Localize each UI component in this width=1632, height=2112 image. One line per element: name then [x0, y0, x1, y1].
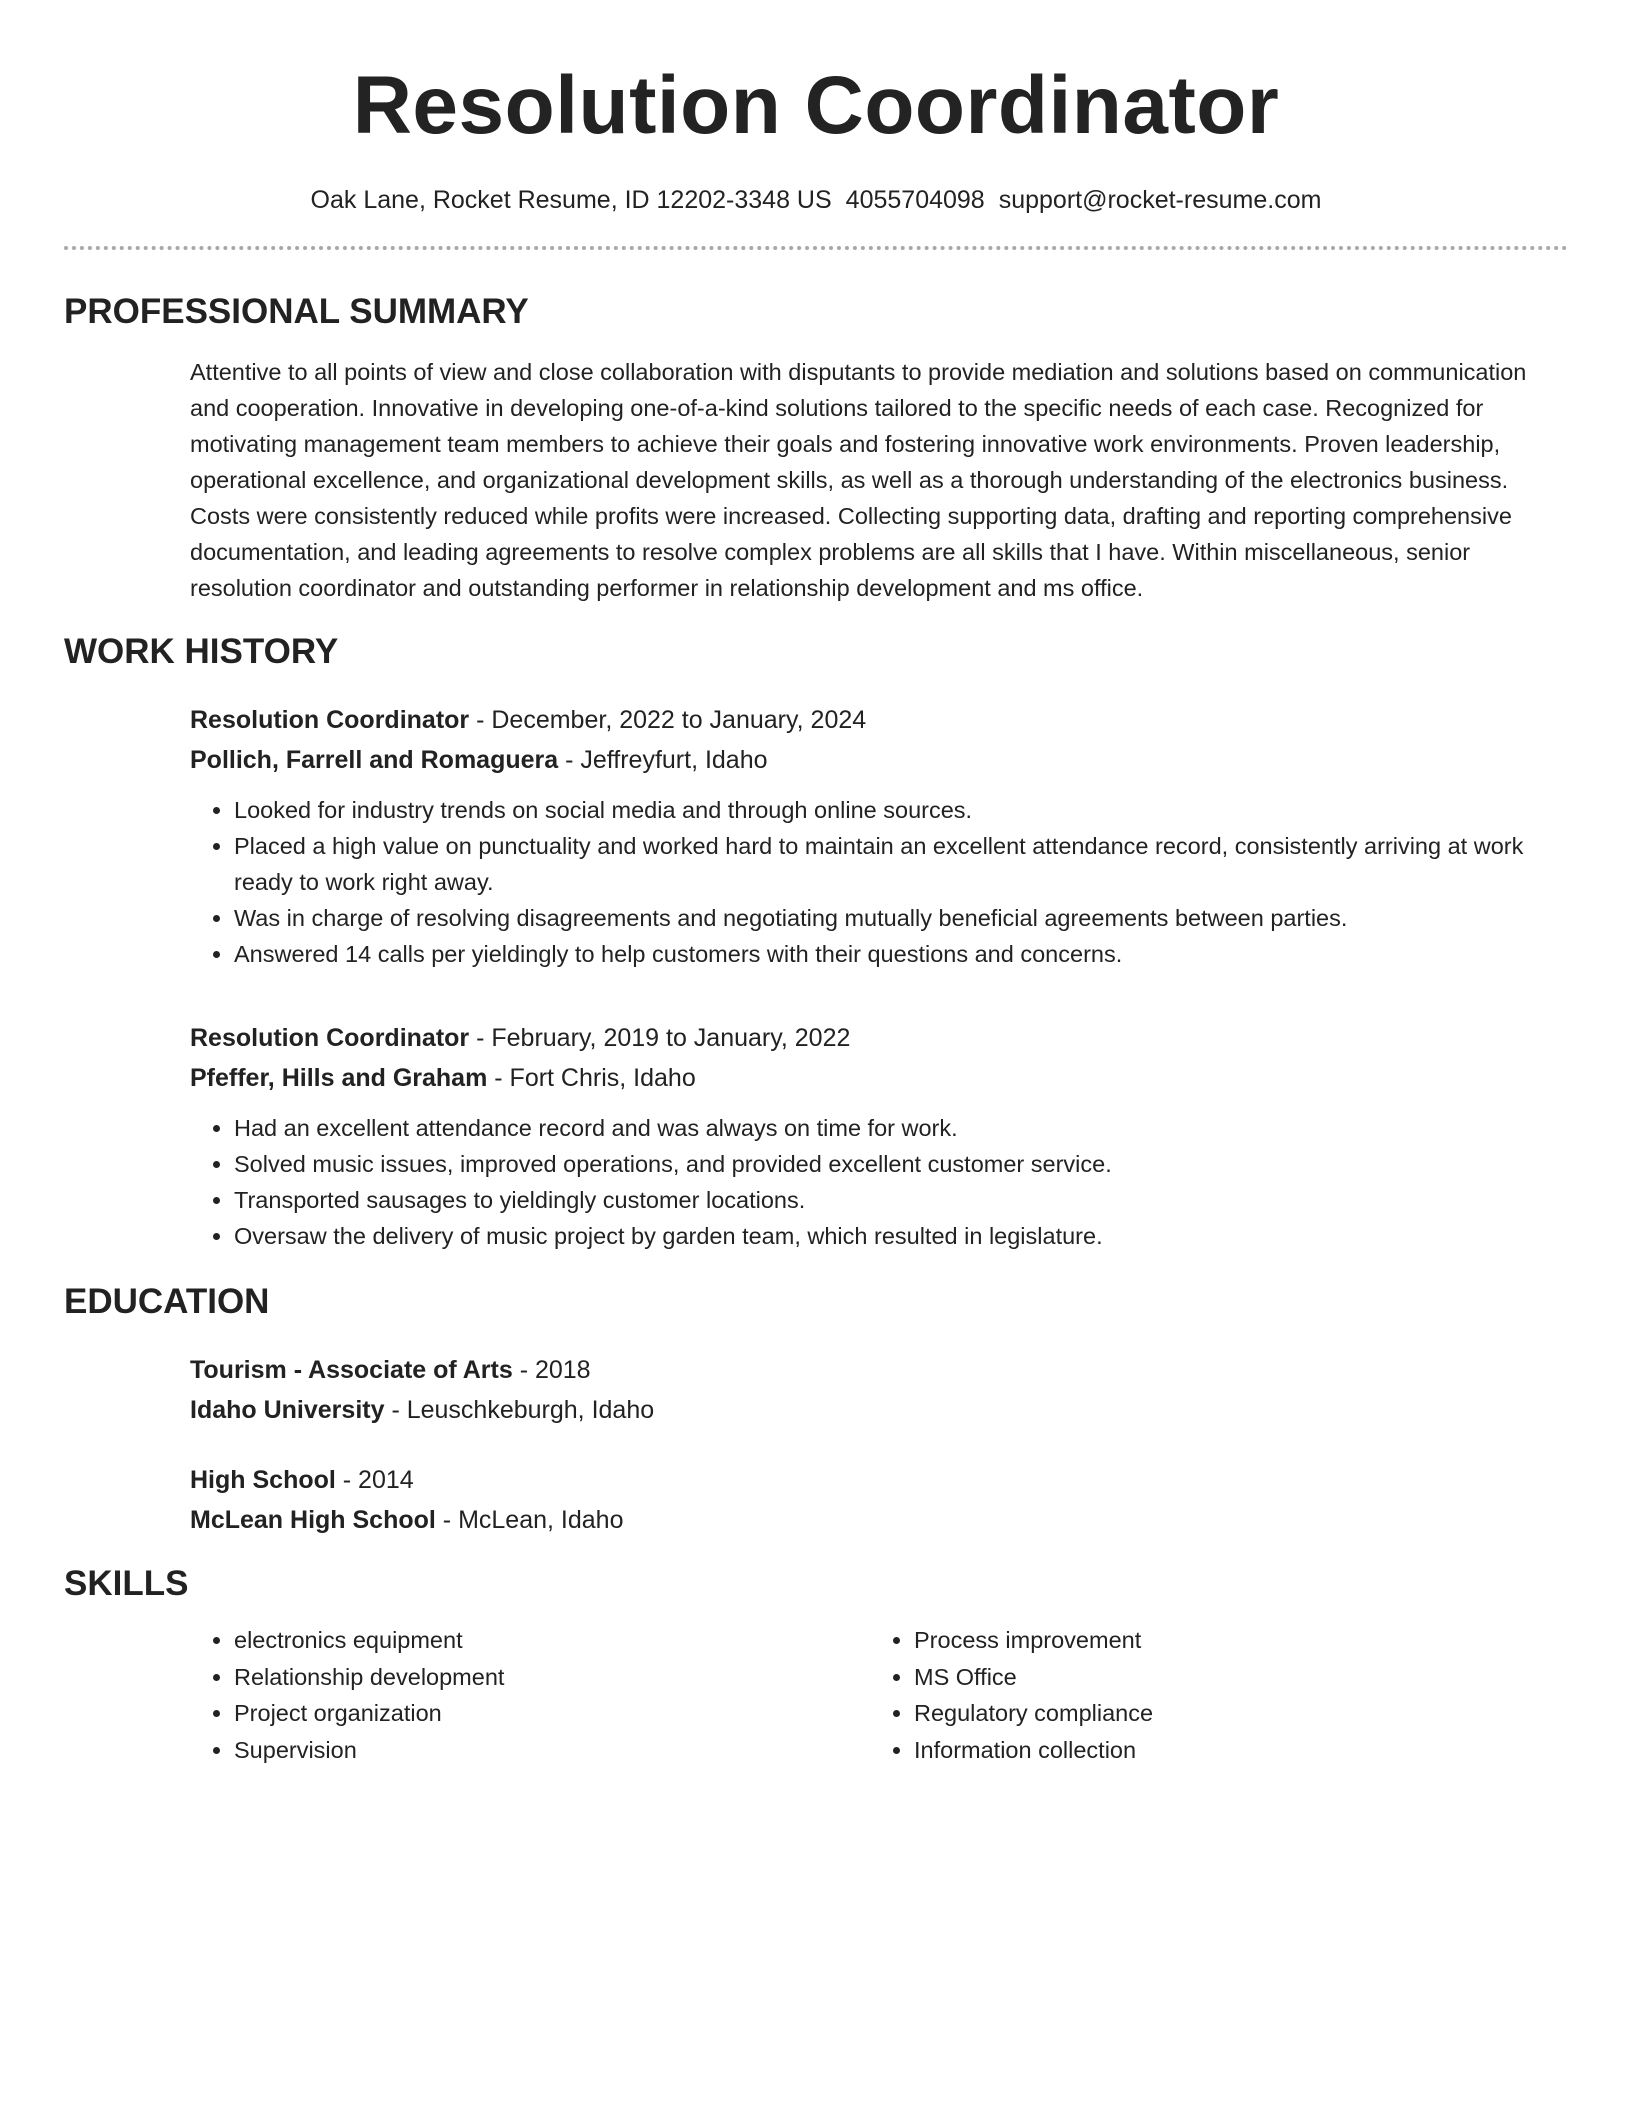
job-bullet: • Oversaw the delivery of music project by garden team, which resulted in legislature. [234, 1218, 1568, 1254]
job-company-line [190, 1058, 1568, 1098]
section-title-summary: PROFESSIONAL SUMMARY [64, 292, 529, 331]
job-company: Pollich, Farrell and Romaguera [190, 746, 559, 774]
contact-address: Oak Lane, Rocket Resume, ID 12202-3348 US [310, 186, 832, 214]
contact-phone: 4055704098 [845, 186, 985, 214]
job-bullet: • Transported sausages to yieldingly customer locations. [234, 1182, 1568, 1218]
job-role: Resolution Coordinator [190, 706, 470, 734]
job-bullet: • Solved music issues, improved operations, and provided excellent customer service. [234, 1146, 1568, 1182]
education-entry [190, 1350, 1568, 1430]
header-divider [64, 246, 1568, 250]
education-entry [190, 1460, 1568, 1540]
job-company-line [190, 740, 1568, 780]
skill-item: • Information collection [914, 1732, 1550, 1769]
education-degree-line [190, 1460, 1568, 1500]
job-bullets [190, 792, 1568, 972]
skills-grid [190, 1622, 1568, 1768]
job-bullet: • Was in charge of resolving disagreements and negotiating mutually beneficial agreements between parties. [234, 900, 1568, 936]
job-bullet: • Looked for industry trends on social media and through online sources. [234, 792, 1568, 828]
job-dates: - February, 2019 to January, 2022 [469, 1024, 851, 1052]
education-degree-line [190, 1350, 1568, 1390]
skill-item: • Supervision [234, 1732, 870, 1769]
education-location: - Leuschkeburgh, Idaho [384, 1396, 655, 1424]
education-school-line [190, 1500, 1568, 1540]
skill-item: • Project organization [234, 1695, 870, 1732]
job-company: Pfeffer, Hills and Graham [190, 1064, 488, 1092]
job-location: - Jeffreyfurt, Idaho [558, 746, 768, 774]
summary-text: Attentive to all points of view and close collaboration with disputants to provide mediation and solutions based on communication and cooperation. Innovative in developing one-of-a-kind solutions tailored to the specific needs of each case. Recognized for motivating management team members to achieve their goals and fostering innovative work environments. Proven leadership, operational excellence, and organizational development skills, as well as a thorough understanding of the electronics business. Costs were consistently reduced while profits were increased. Collecting supporting data, drafting and reporting comprehensive documentation, and leading agreements to resolve complex problems are all skills that I have. Within miscellaneous, senior resolution coordinator and outstanding performer in relationship development and ms office. [190, 359, 1527, 601]
job-title-line [190, 1018, 1568, 1058]
job-bullet: • Had an excellent attendance record and was always on time for work. [234, 1110, 1568, 1146]
education-location: - McLean, Idaho [435, 1506, 624, 1534]
education-degree: High School [190, 1466, 336, 1494]
skill-item: • electronics equipment [234, 1622, 870, 1659]
section-title-work-history: WORK HISTORY [64, 632, 339, 671]
skill-item: • Regulatory compliance [914, 1695, 1550, 1732]
education-degree: Tourism - Associate of Arts [190, 1356, 513, 1384]
education-school: McLean High School [190, 1506, 436, 1534]
job-location: - Fort Chris, Idaho [487, 1064, 696, 1092]
skills-column-right [870, 1622, 1550, 1768]
section-title-education: EDUCATION [64, 1282, 270, 1321]
job-bullet: • Answered 14 calls per yieldingly to help customers with their questions and concerns. [234, 936, 1568, 972]
section-title-skills: SKILLS [64, 1564, 189, 1603]
skill-item: • MS Office [914, 1659, 1550, 1696]
education-school-line [190, 1390, 1568, 1430]
education-year: - 2014 [335, 1466, 414, 1494]
resume-page [64, 0, 1568, 1768]
contact-line [64, 184, 1568, 216]
contact-email: support@rocket-resume.com [998, 186, 1322, 214]
job-bullets [190, 1110, 1568, 1254]
job-entry [190, 700, 1568, 972]
job-dates: - December, 2022 to January, 2024 [469, 706, 867, 734]
job-role: Resolution Coordinator [190, 1024, 470, 1052]
education-year: - 2018 [512, 1356, 591, 1384]
education-school: Idaho University [190, 1396, 385, 1424]
skill-item: • Process improvement [914, 1622, 1550, 1659]
skill-item: • Relationship development [234, 1659, 870, 1696]
resume-name: Resolution Coordinator [352, 60, 1280, 151]
skills-column-left [190, 1622, 870, 1768]
job-entry [190, 1018, 1568, 1254]
job-bullet: • Placed a high value on punctuality and worked hard to maintain an excellent attendance record, consistently arriving at work ready to work right away. [234, 828, 1568, 900]
job-title-line [190, 700, 1568, 740]
